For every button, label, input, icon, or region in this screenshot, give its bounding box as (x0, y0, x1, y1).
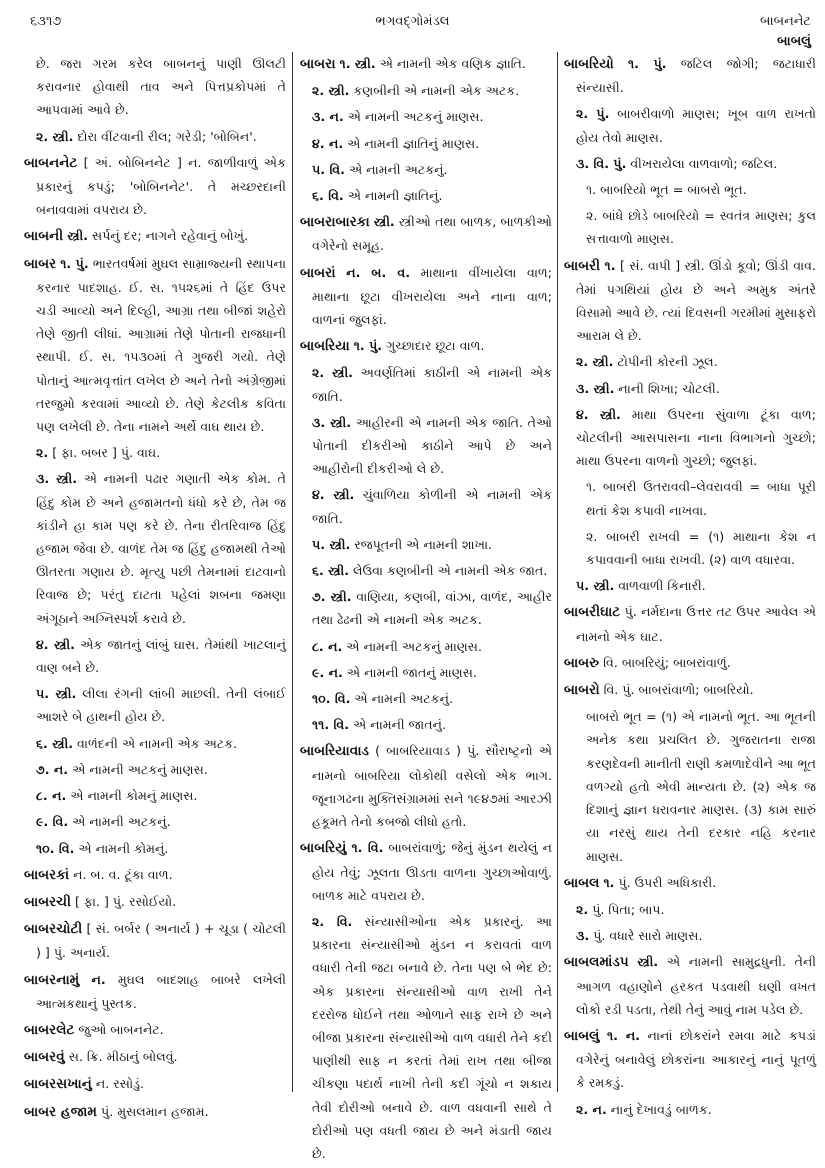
sense-label: ૩. સ્ત્રી. (576, 380, 615, 396)
sense-label: ૨. સ્ત્રી. (312, 365, 353, 381)
sense-label: ૮. ન. (312, 638, 343, 654)
sense-entry (24, 441, 286, 464)
sense-label: ન. બ. વ. (346, 264, 410, 280)
dictionary-entry (564, 254, 816, 348)
headword: બાબલું (564, 1027, 600, 1044)
definition-text: ચુંવાળિયા કોળીની એ નામની એક જાતિ. (312, 487, 552, 526)
definition-text: એ નામની કોમનું માણસ. (70, 788, 198, 804)
sense-label: ૪. સ્ત્રી. (312, 487, 355, 503)
dictionary-entry (300, 210, 552, 257)
definition-text: ટોપીની કોરની ઝૂલ. (617, 354, 718, 370)
page-title: ભગવદ્ગોમંડલ (375, 14, 450, 29)
sense-label: ૧. પું. (60, 255, 89, 271)
dictionary-entry (564, 1024, 816, 1095)
sense-entry (300, 687, 552, 710)
definition-text: એ નામની જાતનું. (353, 717, 446, 733)
headword: બાબરસખાનું (24, 1076, 92, 1093)
definition-text: એ નામની જ્ઞાતિનું માણસ. (347, 135, 480, 151)
definition-text: એ નામની જાતનું માણસ. (346, 664, 477, 680)
definition-text: એ નામની જ્ઞાતિનું. (347, 188, 443, 204)
headword: બાબરીઘાટ (564, 604, 621, 621)
dictionary-entry (564, 600, 816, 647)
definition-text: લેઉવા કણબીની એ નામની એક જાત. (353, 563, 548, 579)
definition-text: એ નામની અટકનું. (72, 814, 171, 830)
definition-text: સર્પનું દર; નાગને રહેવાનું બોખું. (92, 228, 249, 244)
sense-entry (24, 682, 286, 728)
sense-label: ૧. (603, 874, 615, 890)
sense-label: ૫. વિ. (312, 161, 345, 177)
sense-label: ૪. ન. (312, 135, 344, 151)
sense-label: ૨. વિ. (312, 913, 353, 929)
sense-label: ૨. ન. (576, 1101, 607, 1117)
dictionary-entry (24, 1045, 286, 1069)
definition-text: ૧. બાબરિયો ભૂત = બાબરો ભૂત. (586, 182, 747, 198)
definition-text: ૨. બાંધે છોડે બાબરિયો = સ્વતંત્ર માણસ; કુલ સત્તાવાળો માણસ. (586, 208, 816, 247)
sense-entry (300, 661, 552, 684)
sense-label: ૨. (36, 445, 49, 461)
headword: બાબરાબારકા (300, 214, 370, 231)
column-1 (24, 52, 286, 1127)
definition-text: માથા ઉપરના સુંવાળા ટૂંકા વાળ; ચોટલીની આસપાસના નાના વિભાગનો ગુચ્છો; માથા ઉપરના વાળનો ગુચ્છો; જુલફાં. (576, 406, 816, 469)
definition-text: અવર્ણતિમાં કાઠીની એ નામની એક જાતિ. (312, 365, 552, 404)
definition-text: [ અં. બોબિનનેટ ] ન. જાળીવાળું એક પ્રકારનું કપડું; 'બોબિનનેટ'. તે મચ્છરદાની બનાવવામાં વપરાય છે. (36, 154, 286, 218)
sense-label: ૬. વિ. (312, 188, 344, 204)
sense-entry (300, 559, 552, 582)
sense-label: ૩. વિ. પું. (576, 155, 627, 171)
sense-label: સ્ત્રી. (373, 214, 395, 230)
sense-label: ૧. વિ. (351, 840, 384, 856)
sense-label: ૪. સ્ત્રી. (36, 636, 75, 652)
definition-text: ( બાબરિયાવાડ ) પું. સૌરાષ્ટ્રનો એ નામનો બાબરિયા લોકોથી વસેલો એક ભાગ. જૂનાગઢના મુક્તિસંગ્રામમાં સને ૧૯૪૭માં આરઝી હકૂમતે તેનો કબજો લીધો હતો. (312, 743, 552, 830)
sense-entry (24, 633, 286, 679)
sense-entry (564, 377, 816, 400)
sense-label: ૩. સ્ત્રી. (312, 414, 352, 430)
sense-entry (300, 713, 552, 736)
headword: બાબરલેટ (24, 1021, 75, 1038)
dictionary-entry (24, 151, 286, 222)
dictionary-entry (24, 224, 286, 248)
definition-text: એ નામની એક વણિક જ્ઞાતિ. (379, 56, 526, 71)
sense-entry (300, 132, 552, 155)
sense-label: ૭. સ્ત્રી. (312, 589, 352, 605)
sense-label: ૧૧. વિ. (312, 717, 349, 733)
column-divider (292, 52, 293, 1092)
headword: બાબનનેટ (24, 154, 78, 171)
definition-text: એ નામની અટકનું માણસ. (72, 761, 208, 777)
sense-entry (24, 837, 286, 860)
sense-entry (564, 102, 816, 148)
dictionary-entry (564, 52, 816, 99)
definition-text: રજપૂતની એ નામની શાખા. (354, 536, 493, 552)
dictionary-entry (24, 968, 286, 1015)
sense-label: ૬. સ્ત્રી. (312, 563, 350, 579)
headword: બાબરવું (24, 1049, 65, 1066)
headword: બાબરો (564, 682, 600, 699)
sense-label: ન. (91, 971, 106, 987)
sense-entry (564, 924, 816, 947)
definition-text: લીલા રંગની લાંબી માછલી. તેની લંબાઈ આશરે બે હાથની હોય છે. (36, 686, 286, 725)
sense-label: ૧. સ્ત્રી. (339, 56, 376, 71)
headword: બાબર (24, 255, 57, 272)
sense-label: ૩. (576, 928, 590, 944)
idiom-entry (564, 204, 816, 250)
sense-entry (300, 533, 552, 556)
sense-entry (24, 732, 286, 755)
sense-label: સ્ત્રી. (67, 228, 88, 244)
sense-label: ૫. સ્ત્રી. (36, 686, 77, 702)
definition-text: સ. ક્રિ. મીઠાનું બોલવું. (68, 1049, 178, 1065)
definition-text: એક જાતનું લાંબું ઘાસ. તેમાંથી ખાટલાનું વાણ બને છે. (36, 636, 286, 676)
page-number: ૬૩૧૭ (30, 14, 62, 29)
headword: બાબરિયો (564, 56, 614, 72)
dictionary-entry (564, 950, 816, 1021)
sense-label: ૮. ન. (36, 788, 67, 804)
sense-label: ૨. (576, 901, 589, 917)
headword: બાબરકાં (24, 866, 70, 883)
idiom-entry (564, 705, 816, 867)
definition-text: પું. પિતા; બાપ. (592, 901, 665, 917)
sense-label: ૧૦. વિ. (36, 840, 75, 856)
sense-label: ૯. વિ. (36, 814, 69, 830)
sense-label: ૫. સ્ત્રી. (576, 578, 615, 594)
sense-entry (300, 411, 552, 481)
definition-text: દોરા વીંટવાની રીલ; ગરેડી; 'બોબિન'. (77, 128, 257, 144)
definition-text: [ ફા. બબર ] પું. વાઘ. (52, 445, 161, 461)
definition-text: એ નામની કોમનું. (78, 840, 169, 856)
definition-text: ૨. બાબરી રાખવી = (૧) માથાના કેશ ન કપાવવાની બાધા રાખવી. (૨) વાળ વધારવા. (586, 528, 816, 568)
sense-entry (24, 52, 286, 122)
definition-text: નાનું દેખાવડું બાળક. (610, 1101, 712, 1117)
headword: બાબરી (564, 257, 601, 274)
definition-text: બાબરાંવાળું; જેનું મુંડન થયેલું ન હોય તેવું; ઝૂલતા ઊડતા વાળના ગુચ્છાઓવાળું. બાળક માટે વપરાય છે. (312, 840, 552, 903)
idiom-entry (564, 475, 816, 521)
dictionary-entry (24, 863, 286, 887)
definition-text: પું. નર્મદાના ઉત્તર તટ ઉપર આવેલ એ નામનો એક ઘાટ. (576, 604, 816, 644)
sense-entry (300, 158, 552, 181)
headword: બાબરિયા (300, 338, 350, 355)
definition-text: એ નામની પઢાર ગણાતી એક કોમ. તે હિંદુ કોમ છે અને હજામતનો ધંધો કરે છે, તેમ જ કાંડીને હા કામ પણ કરે છે. તેના રીતરિવાજ હિંદુ હજામ જેવા છે. વાળંદ તેમ જ હિંદુ હજામથી તેઓ ઊતરતા ગણાય છે. મૃત્યુ પછી તેમનામાં દાટવાનો રિવાજ છે; પરંતુ દાટતા પહેલાં શબના જમણા અંગૂઠાને અગ્નિસ્પર્શ કરાવે છે. (36, 471, 286, 626)
sense-entry (24, 758, 286, 781)
definition-text: જટિલ જોગી; જટાધારી સંન્યાસી. (576, 56, 816, 96)
definition-text: કણબીની એ નામની એક અટક. (353, 83, 520, 99)
definition-text: પું. મુસલમાન હજામ. (101, 1103, 209, 1119)
headword: બાબરચોટી (24, 921, 83, 938)
dictionary-entry (24, 1018, 286, 1042)
definition-text: જુઓ બાબનનેટ. (78, 1021, 164, 1037)
dictionary-entry (300, 261, 552, 332)
definition-text: નાનાં છોકરાંને રમવા માટે કપડાં વગેરેનું બનાવેલું છોકરાંના આકારનું નાનું પૂતળું કે રમકડું. (576, 1027, 817, 1091)
definition-text: એ નામની અટકનું. (348, 161, 448, 177)
sense-label: સ્ત્રી. (637, 954, 659, 970)
sense-label: ૩. સ્ત્રી. (36, 471, 78, 487)
headword: બાબલ (564, 874, 600, 891)
sense-entry (564, 1098, 816, 1121)
definition-text: સંન્યાસીઓના એક પ્રકારનું. આ પ્રકારના સંન્યાસીઓ મુંડન ન કરાવતાં વાળ વધારી તેની જટા બનાવે છે. તેના પણ બે ભેદ છે: એક પ્રકારના સંન્યાસીઓ વાળ રાખી તેને દરરોજ ધોઈને તથા ઓળાને સાફ રાખે છે અને બીજા પ્રકારના સંન્યાસીઓ વાળ વધારી તેને કદી પાણીથી સાફ ન કરતાં તેમાં રાખ તથા બીજા ચીકણા પદાર્થ નાખી તેની કદી ગૂંચો ન શકાય તેવી દોરીઓ બનાવે છે. વાળ વધવાની સાથે તે દોરીઓ પણ વધતી જાય છે અને મંડાતી જાય છે. (312, 913, 552, 1161)
sense-label: ૨. સ્ત્રી. (576, 354, 614, 370)
sense-label: ૩. ન. (312, 109, 344, 125)
definition-text: છે. જરા ગરમ કરેલ બાબનનું પાણી ઊલટી કરાવનાર હોવાથી તાવ અને પિત્તપ્રકોપમાં તે આપવામાં આવે છે. (36, 56, 286, 118)
definition-text: વાળંદની એ નામની એક અટક. (77, 735, 238, 751)
definition-text: ભારતવર્ષમાં મુઘલ સામ્રાજ્યની સ્થાપના કરનાર પાદશાહ. ઈ. સ. ૧૫૨૬માં તે હિંદ ઉપર ચડી આવ્યો અને દિલ્હી, આગ્રા તથા બીજાં શહેરો તેણે જીતી લીધાં. આગ્રામાં તેણે પોતાની રાજધાની સ્થાપી. ઈ. સ. ૧૫૩૦માં તે ગુજરી ગયો. તેણે પોતાનું આત્મવૃત્તાંત લખેલ છે અને તેનો અંગ્રેજીમાં તરજુમો કરવામાં આવ્યો છે. તેણે કેટલીક કવિતા પણ લખેલી છે. તેના નામને અર્થે વાઘ થાય છે. (36, 255, 286, 435)
sense-entry (24, 467, 286, 629)
headword: બાબની (24, 228, 64, 245)
dictionary-entry (564, 871, 816, 895)
dictionary-entry (564, 651, 816, 675)
sense-label: ૯. ન. (312, 664, 343, 680)
dictionary-entry (24, 1100, 286, 1124)
definition-text: ૧. બાબરી ઉતરાવવી–લેવરાવવી = બાધા પૂરી થતાં કેશ કપાવી નાખવા. (586, 479, 816, 518)
sense-entry (24, 810, 286, 833)
definition-text: નાની શિખા; ચોટલી. (618, 380, 720, 396)
definition-text: વિ. પું. બાબરાંવાળો; બાબરિયો. (603, 682, 754, 698)
sense-label: ૧. પું. (353, 338, 383, 354)
headword: બાબરાં (300, 264, 336, 281)
dictionary-entry (564, 678, 816, 702)
definition-text: એ નામની સામુદ્રધુની. તેની આગળ વહાણોને હરકત પડવાથી ઘણી વખત લોકો રડી પડતા, તેથી તેનું આવું નામ પડેલ છે. (576, 954, 816, 1017)
definition-text: એ નામની અટકનું માણસ. (346, 638, 482, 654)
sense-label: ૨. સ્ત્રી. (36, 128, 74, 144)
sense-entry (300, 105, 552, 128)
definition-text: મુઘલ બાદશાહ બાબરે લખેલી આત્મકથાનું પુસ્તક. (36, 971, 286, 1011)
guide-word-last: બાબલું (777, 34, 811, 49)
definition-text: બાબરીવાળો માણસ; ખૂબ વાળ રાખતો હોય તેવો માણસ. (576, 106, 816, 145)
idiom-entry (564, 178, 816, 201)
definition-text: પું. ઉપરી અધિકારી. (618, 874, 717, 890)
dictionary-entry (24, 252, 286, 439)
sense-entry (564, 350, 816, 373)
sense-entry (564, 403, 816, 473)
definition-text: વિ. બાબરિયું; બાબરાંવાળું. (603, 654, 731, 670)
sense-label: ૨. પું. (576, 106, 610, 122)
sense-label: ૪. સ્ત્રી. (576, 406, 621, 422)
sense-entry (300, 585, 552, 631)
sense-entry (300, 635, 552, 658)
dictionary-entry (24, 890, 286, 914)
headword: બાબરનામું (24, 971, 80, 988)
definition-text: બાબરો ભૂત = (૧) એ નામનો ભૂત. આ ભૂતની અનેક કથા પ્રચલિત છે. ગુજરાતના રાજા કરણદેવની માનીતી રાણી કમળાદેવીને આ ભૂત વળગ્યો હતો એવી માન્યતા છે. (૨) એક જ દિશાનું જ્ઞાન ધરાવનાર માણસ. (૩) કામ સારું યા નરસું થાય તેની દરકાર નહિ કરનાર માણસ. (586, 709, 816, 864)
sense-label: ૧૦. વિ. (312, 691, 351, 707)
definition-text: એ નામની અટકનું. (354, 691, 453, 707)
sense-label: ૬. સ્ત્રી. (36, 735, 74, 751)
headword: બાબરચી (24, 893, 71, 910)
dictionary-entry (300, 52, 552, 76)
guide-word-first: બાબનનેટ (760, 14, 811, 29)
sense-entry (24, 125, 286, 148)
sense-entry (24, 784, 286, 807)
definition-text: વાળવાળી કિનારી. (618, 578, 706, 594)
headword: બાબર હજામ (24, 1103, 97, 1120)
sense-label: ૭. ન. (36, 761, 69, 777)
definition-text: આહીરની એ નામની એક જાતિ. તેઓ પોતાની દીકરીઓ કાઠીને આપે છે અને આહીરોની દીકરીઓ લે છે. (312, 414, 552, 477)
sense-label: ૧. (604, 257, 616, 273)
column-divider (557, 52, 558, 1092)
headword: બાબરિયાવાડ (300, 743, 369, 760)
headword: બાબરુ (564, 654, 600, 671)
headword: બાબલમાંડપ (564, 954, 629, 971)
headword: બાબરા (300, 56, 336, 72)
sense-entry (564, 152, 816, 175)
definition-text: સ્ત્રીઓ તથા બાળક, બાળકીઓ વગેરેનો સમૂહ. (312, 214, 552, 254)
sense-entry (564, 898, 816, 921)
dictionary-entry (300, 739, 552, 833)
definition-text: ગુચ્છાદાર છૂટા વાળ. (386, 338, 485, 354)
definition-text: [ ફા. ] પું. રસોઈયો. (74, 893, 177, 909)
definition-text: વાણિયા, કણબી, વાંઝા, વાળંદ, આહીર તથા ઢેઢની એ નામની એક અટક. (312, 589, 553, 628)
definition-text: ન. રસોડું. (95, 1076, 145, 1092)
definition-text: માથાના વીંખાયેલા વાળ; માથાના છૂટા વીખરાયેલા અને નાના વાળ; વાળનાં જુલફાં. (312, 264, 552, 328)
sense-entry (300, 79, 552, 102)
sense-entry (300, 184, 552, 207)
headword: બાબરિયું (300, 840, 347, 857)
sense-entry (564, 574, 816, 597)
definition-text: વીખરાયેલા વાળવાળો; જટિલ. (630, 155, 778, 171)
sense-entry (300, 910, 552, 1165)
definition-text: [ સં. વાપી ] સ્ત્રી. ઊંડો કૂવો; ઊંડી વાવ. તેમાં પગથિયાં હોય છે અને અમુક અંતરે વિસામો આવે છે. ત્યાં દિવસની ગરમીમાં મુસાફરો આરામ લે છે. (576, 257, 816, 344)
column-3 (564, 52, 816, 1124)
page-header (0, 6, 825, 54)
sense-label: ૧. પું. (628, 56, 667, 71)
definition-text: ન. બ. વ. ટૂંકા વાળ. (73, 866, 173, 882)
sense-entry (300, 361, 552, 407)
definition-text: એ નામની અટકનું માણસ. (347, 109, 484, 125)
dictionary-entry (300, 836, 552, 907)
sense-label: ૨. સ્ત્રી. (312, 83, 350, 99)
column-2 (300, 52, 552, 1168)
sense-label: ૧. ન. (606, 1027, 641, 1043)
definition-text: [ સં. બર્બર ( અનાર્ય ) + ચૂડા ( ચોટલી ) ] પું. અનાર્ય. (36, 921, 286, 961)
dictionary-entry (24, 917, 286, 964)
dictionary-entry (24, 1072, 286, 1096)
definition-text: પું. વધારે સારો માણસ. (593, 928, 703, 944)
idiom-entry (564, 525, 816, 571)
sense-entry (300, 483, 552, 529)
sense-label: ૫. સ્ત્રી. (312, 536, 351, 552)
dictionary-entry (300, 334, 552, 358)
